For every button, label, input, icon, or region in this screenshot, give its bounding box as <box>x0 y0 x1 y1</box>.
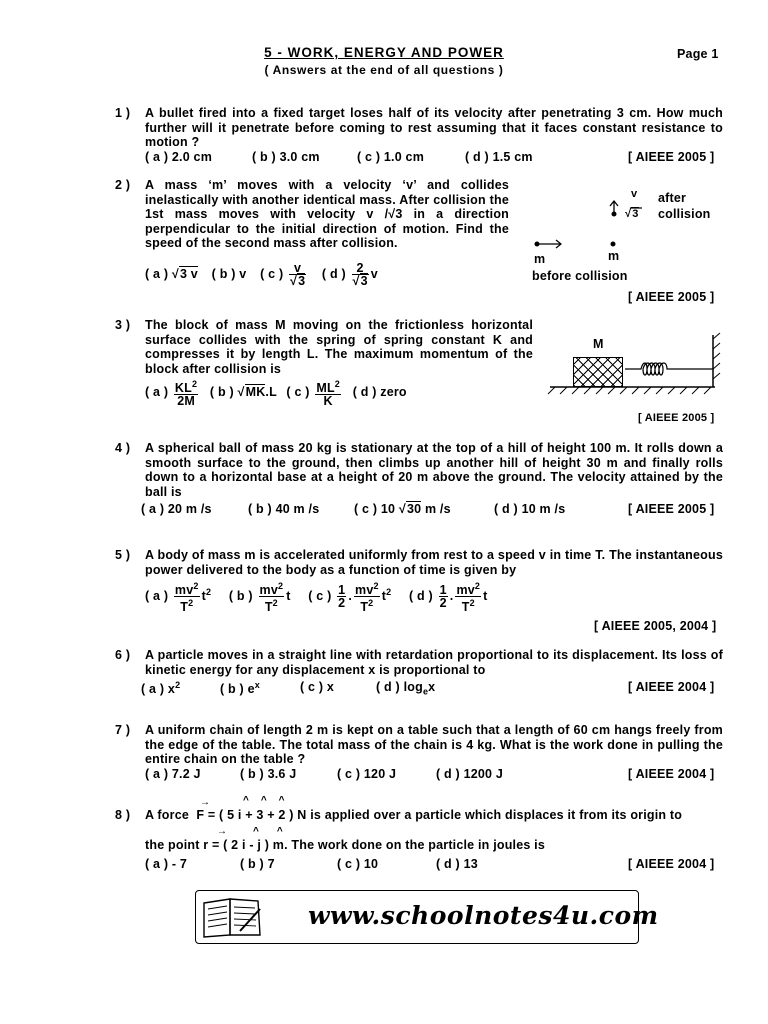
q8-option-a: ( a ) - 7 <box>145 857 188 871</box>
vector-arrow-icon: → <box>200 797 211 808</box>
page-number: Page 1 <box>677 47 719 61</box>
q2-number: 2 ) <box>115 178 131 192</box>
page-title: 5 - WORK, ENERGY AND POWER <box>264 45 504 60</box>
q3-option-b-label: ( b ) <box>209 384 234 399</box>
q3-option-a-fraction: $\frac{KL^2}{2M}$ <box>174 379 198 409</box>
q7-option-b: ( b ) 3.6 J <box>240 767 297 781</box>
q4-source: [ AIEEE 2005 ] <box>628 502 715 516</box>
q8-option-d: ( d ) 13 <box>436 857 478 871</box>
q1-option-a: ( a ) 2.0 cm <box>145 150 213 164</box>
block-spring-diagram <box>545 325 725 405</box>
q6-number: 6 ) <box>115 648 131 662</box>
q1-source: [ AIEEE 2005 ] <box>628 150 715 164</box>
q2-options: ( a ) √3 v ( b ) v ( c ) $\frac{v}{√3}$ ( d ) $\frac{2}{√3}$ v <box>145 261 378 288</box>
q6-text: A particle moves in a straight line with retardation proportional to its displacement. Its loss of kinetic energy for any displacement x is proportional to <box>145 648 723 677</box>
q1-option-c: ( c ) 1.0 cm <box>357 150 425 164</box>
q3-figure <box>545 325 725 405</box>
q3-option-b-value: √MK.L <box>237 384 277 399</box>
q3-option-c-fraction: $\frac{ML^2}{K}$ <box>316 379 340 409</box>
q2-source: [ AIEEE 2005 ] <box>628 290 715 304</box>
q4-option-b: ( b ) 40 m /s <box>248 502 320 516</box>
q3-option-d: ( d ) zero <box>352 384 407 399</box>
q5-d-fraction: $\frac{mv^2}{T^2}$ <box>456 581 481 615</box>
q7-option-a: ( a ) 7.2 J <box>145 767 201 781</box>
q1-option-b: ( b ) 3.0 cm <box>252 150 320 164</box>
q5-b-fraction: $\frac{mv^2}{T^2}$ <box>259 581 284 615</box>
mass-label-2: m <box>608 249 620 263</box>
q6-option-c: ( c ) x <box>300 680 335 694</box>
q8-source: [ AIEEE 2004 ] <box>628 857 715 871</box>
q8-option-c: ( c ) 10 <box>337 857 379 871</box>
q3-number: 3 ) <box>115 318 131 332</box>
q2-option-a-value: √3 v <box>171 266 198 281</box>
q4-number: 4 ) <box>115 441 131 455</box>
q6-option-d: ( d ) $\log_ex$ <box>376 680 436 697</box>
vector-arrow-icon: → <box>217 826 228 837</box>
notebook-icon <box>200 895 264 939</box>
q4-option-c: ( c ) 10 √30 m /s <box>354 502 451 516</box>
page-subtitle: ( Answers at the end of all questions ) <box>264 63 504 77</box>
q5-text: A body of mass m is accelerated uniformly from rest to a speed v in time T. The instantaneous power delivered to the body as a function of time is given by <box>145 548 723 577</box>
q2-option-d-fraction: $\frac{2}{√3}$ <box>352 261 368 288</box>
block-label: M <box>593 337 604 351</box>
q7-source: [ AIEEE 2004 ] <box>628 767 715 781</box>
q6-option-b: ( b ) $e^x$ <box>220 680 260 697</box>
q2-text: A mass ‘m’ moves with a velocity ‘v’ and collides inelastically with another identical mass. After collision the 1st mass moves with velocity v /√3 in a direction perpendicular to the initial direction of motion. Find the speed of the second mass after collision. <box>145 178 509 251</box>
q6-option-a: ( a ) $x^2$ <box>141 680 181 697</box>
q3-text: The block of mass M moving on the frictionless horizontal surface collides with the spring of spring constant K and compresses it by length L. The maximum momentum of the block after collision is <box>145 318 533 376</box>
q4-option-d: ( d ) 10 m /s <box>494 502 566 516</box>
q3-options <box>145 378 407 407</box>
q2-option-d-label: ( d ) <box>321 266 346 281</box>
label-collision: collision <box>658 207 711 221</box>
q7-option-c: ( c ) 120 J <box>337 767 397 781</box>
q8-option-b: ( b ) 7 <box>240 857 275 871</box>
q3-option-a-label: ( a ) <box>145 384 169 399</box>
q4-option-a: ( a ) 20 m /s <box>141 502 212 516</box>
q1-number: 1 ) <box>115 106 131 120</box>
label-after: after <box>658 191 687 205</box>
q2-option-a-label: ( a ) <box>145 266 169 281</box>
label-before-collision: before collision <box>532 269 628 283</box>
footer-banner <box>195 890 659 944</box>
q2-option-b: ( b ) v <box>211 266 247 281</box>
q2-option-c-fraction: $\frac{v}{√3}$ <box>290 261 306 288</box>
q7-option-d: ( d ) 1200 J <box>436 767 504 781</box>
unit-hat-icon: ^^ <box>253 826 301 837</box>
q5-source: [ AIEEE 2005, 2004 ] <box>594 619 717 633</box>
q8-line2: the point r = ( 2 i - j ) m. The work done on the particle in joules is <box>145 838 546 852</box>
mass-label-1: m <box>534 252 546 266</box>
q8-line1: A force F = ( 5 i + 3 + 2 ) N is applied over a particle which displaces it from its origin to <box>145 808 683 822</box>
q6-source: [ AIEEE 2004 ] <box>628 680 715 694</box>
q2-option-c-label: ( c ) <box>260 266 284 281</box>
q5-number: 5 ) <box>115 548 131 562</box>
q5-c-fraction: $\frac{mv^2}{T^2}$ <box>355 581 379 615</box>
unit-hat-icon: ^^^ <box>243 795 297 806</box>
site-url[interactable]: www.schoolnotes4u.com <box>308 901 659 930</box>
q1-option-d: ( d ) 1.5 cm <box>465 150 533 164</box>
q7-number: 7 ) <box>115 723 131 737</box>
block <box>573 357 623 387</box>
q2-figure: v √3 after collision m m before collision <box>515 178 720 288</box>
q5-a-fraction: $\frac{mv^2}{T^2}$ <box>174 581 199 615</box>
q4-text: A spherical ball of mass 20 kg is stationary at the top of a hill of height 100 m. It rolls down a smooth surface to the ground, then climbs up another hill of height 30 m and finally rolls down to a horizontal base at a height of 20 m above the ground. The velocity attained by the ball is <box>145 441 723 499</box>
q1-text: A bullet fired into a fixed target loses half of its velocity after penetrating 3 cm. How much further will it penetrate before coming to rest assuming that it faces constant resistance to motion ? <box>145 106 723 150</box>
q5-options: ( a ) $\frac{mv^2}{T^2}$ $t^2$ ( b ) $\frac{mv^2}{T^2}$ t ( c ) $\frac{1}{2}$ . $\frac{mv^2}{T^2}$ $t^2$ ( d ) $\frac{1}{2}$ . $\frac{mv^2}{T^2}$ t <box>145 581 488 615</box>
q3-option-c-label: ( c ) <box>286 384 310 399</box>
q3-source: [ AIEEE 2005 ] <box>638 412 715 424</box>
q7-text: A uniform chain of length 2 m is kept on a table such that a length of 60 cm hangs freely from the edge of the table. The total mass of the chain is 4 kg. What is the work done in pulling the entire chain on the table ? <box>145 723 723 767</box>
q8-number: 8 ) <box>115 808 131 822</box>
